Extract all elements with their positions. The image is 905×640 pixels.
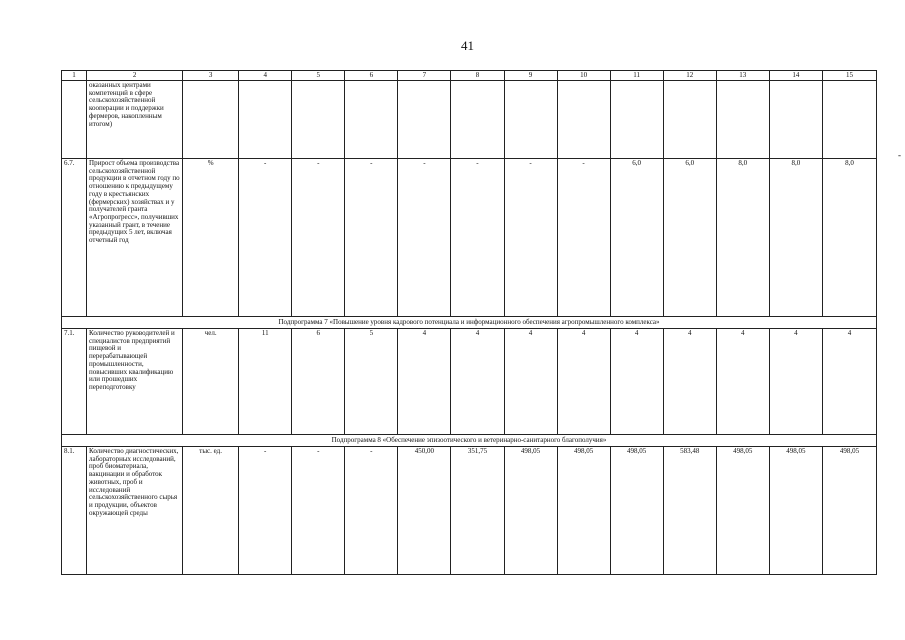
value-cell: 498,05 [610, 447, 663, 575]
value-cell: 8,0 [822, 159, 876, 317]
value-cell: - [557, 159, 610, 317]
value-cell: - [345, 159, 398, 317]
table-row [62, 447, 877, 575]
value-cell: 4 [822, 329, 876, 435]
indicators-table [61, 70, 877, 575]
subprogram-title: Подпрограмма 8 «Обеспечение эпизоотического и ветеринарно-санитарного благополучия» [62, 435, 877, 447]
value-cell: 498,05 [504, 447, 557, 575]
header-cell: 6 [345, 71, 398, 81]
value-cell: - [239, 447, 292, 575]
header-cell: 1 [62, 71, 87, 81]
header-cell: 4 [239, 71, 292, 81]
value-cell: 4 [663, 329, 716, 435]
row-number [62, 81, 87, 159]
value-cell: - [292, 447, 345, 575]
header-cell: 11 [610, 71, 663, 81]
value-cell [345, 81, 398, 159]
unit-cell: тыс. ед. [183, 447, 239, 575]
header-cell: 2 [87, 71, 183, 81]
value-cell: 4 [557, 329, 610, 435]
header-cell: 13 [716, 71, 769, 81]
value-cell: 6,0 [610, 159, 663, 317]
row-number: 6.7. [62, 159, 87, 317]
value-cell: 4 [769, 329, 822, 435]
value-cell: - [239, 159, 292, 317]
unit-cell: чел. [183, 329, 239, 435]
header-row [62, 71, 877, 81]
value-cell [292, 81, 345, 159]
value-cell: - [292, 159, 345, 317]
header-cell: 14 [769, 71, 822, 81]
header-cell: 5 [292, 71, 345, 81]
value-cell: - [398, 159, 451, 317]
value-cell: 498,05 [716, 447, 769, 575]
unit-cell [183, 81, 239, 159]
value-cell: 8,0 [769, 159, 822, 317]
value-cell [822, 81, 876, 159]
value-cell: 8,0 [716, 159, 769, 317]
stray-mark: - [898, 150, 901, 160]
value-cell: 4 [451, 329, 504, 435]
subprogram-row [62, 317, 877, 329]
value-cell: 498,05 [769, 447, 822, 575]
row-number: 8.1. [62, 447, 87, 575]
value-cell: - [345, 447, 398, 575]
value-cell: 498,05 [822, 447, 876, 575]
value-cell [557, 81, 610, 159]
header-cell: 12 [663, 71, 716, 81]
value-cell [769, 81, 822, 159]
value-cell: 4 [610, 329, 663, 435]
value-cell: 4 [716, 329, 769, 435]
value-cell [451, 81, 504, 159]
table-row [62, 159, 877, 317]
header-cell: 15 [822, 71, 876, 81]
subprogram-title: Подпрограмма 7 «Повышение уровня кадрового потенциала и информационного обеспечения агропромышленного комплекса» [62, 317, 877, 329]
header-cell: 8 [451, 71, 504, 81]
indicator-name: оказанных центрами компетенций в сфере сельскохозяйственной кооперации и поддержки фермеров, накопленным итогом) [87, 81, 183, 159]
header-cell: 7 [398, 71, 451, 81]
value-cell [610, 81, 663, 159]
value-cell [504, 81, 557, 159]
value-cell [716, 81, 769, 159]
value-cell [239, 81, 292, 159]
value-cell: 6,0 [663, 159, 716, 317]
table-row [62, 81, 877, 159]
indicator-name: Количество руководителей и специалистов предприятий пищевой и перерабатывающей промышленности, повысивших квалификацию или прошедших переподготовку [87, 329, 183, 435]
value-cell: 5 [345, 329, 398, 435]
value-cell [398, 81, 451, 159]
indicator-name: Количество диагностических, лабораторных исследований, проб биоматериала, вакцинации и обработок животных, проб и исследований сельскохозяйственного сырья и продукции, объектов окружающей среды [87, 447, 183, 575]
header-cell: 10 [557, 71, 610, 81]
page-number: 41 [461, 38, 474, 53]
header-cell: 9 [504, 71, 557, 81]
value-cell: 4 [398, 329, 451, 435]
table-row [62, 329, 877, 435]
value-cell: 351,75 [451, 447, 504, 575]
value-cell: 450,00 [398, 447, 451, 575]
row-number: 7.1. [62, 329, 87, 435]
unit-cell: % [183, 159, 239, 317]
value-cell [663, 81, 716, 159]
value-cell: - [451, 159, 504, 317]
value-cell: 11 [239, 329, 292, 435]
indicator-name: Прирост объема производства сельскохозяйственной продукции в отчетном году по отношению к предыдущему году в крестьянских (фермерских) хозяйствах и у получателей гранта «Агропрогресс», получивших указанный грант, в течение предыдущих 5 лет, включая отчетный год [87, 159, 183, 317]
subprogram-row [62, 435, 877, 447]
value-cell: 583,48 [663, 447, 716, 575]
value-cell: - [504, 159, 557, 317]
value-cell: 6 [292, 329, 345, 435]
value-cell: 498,05 [557, 447, 610, 575]
value-cell: 4 [504, 329, 557, 435]
header-cell: 3 [183, 71, 239, 81]
